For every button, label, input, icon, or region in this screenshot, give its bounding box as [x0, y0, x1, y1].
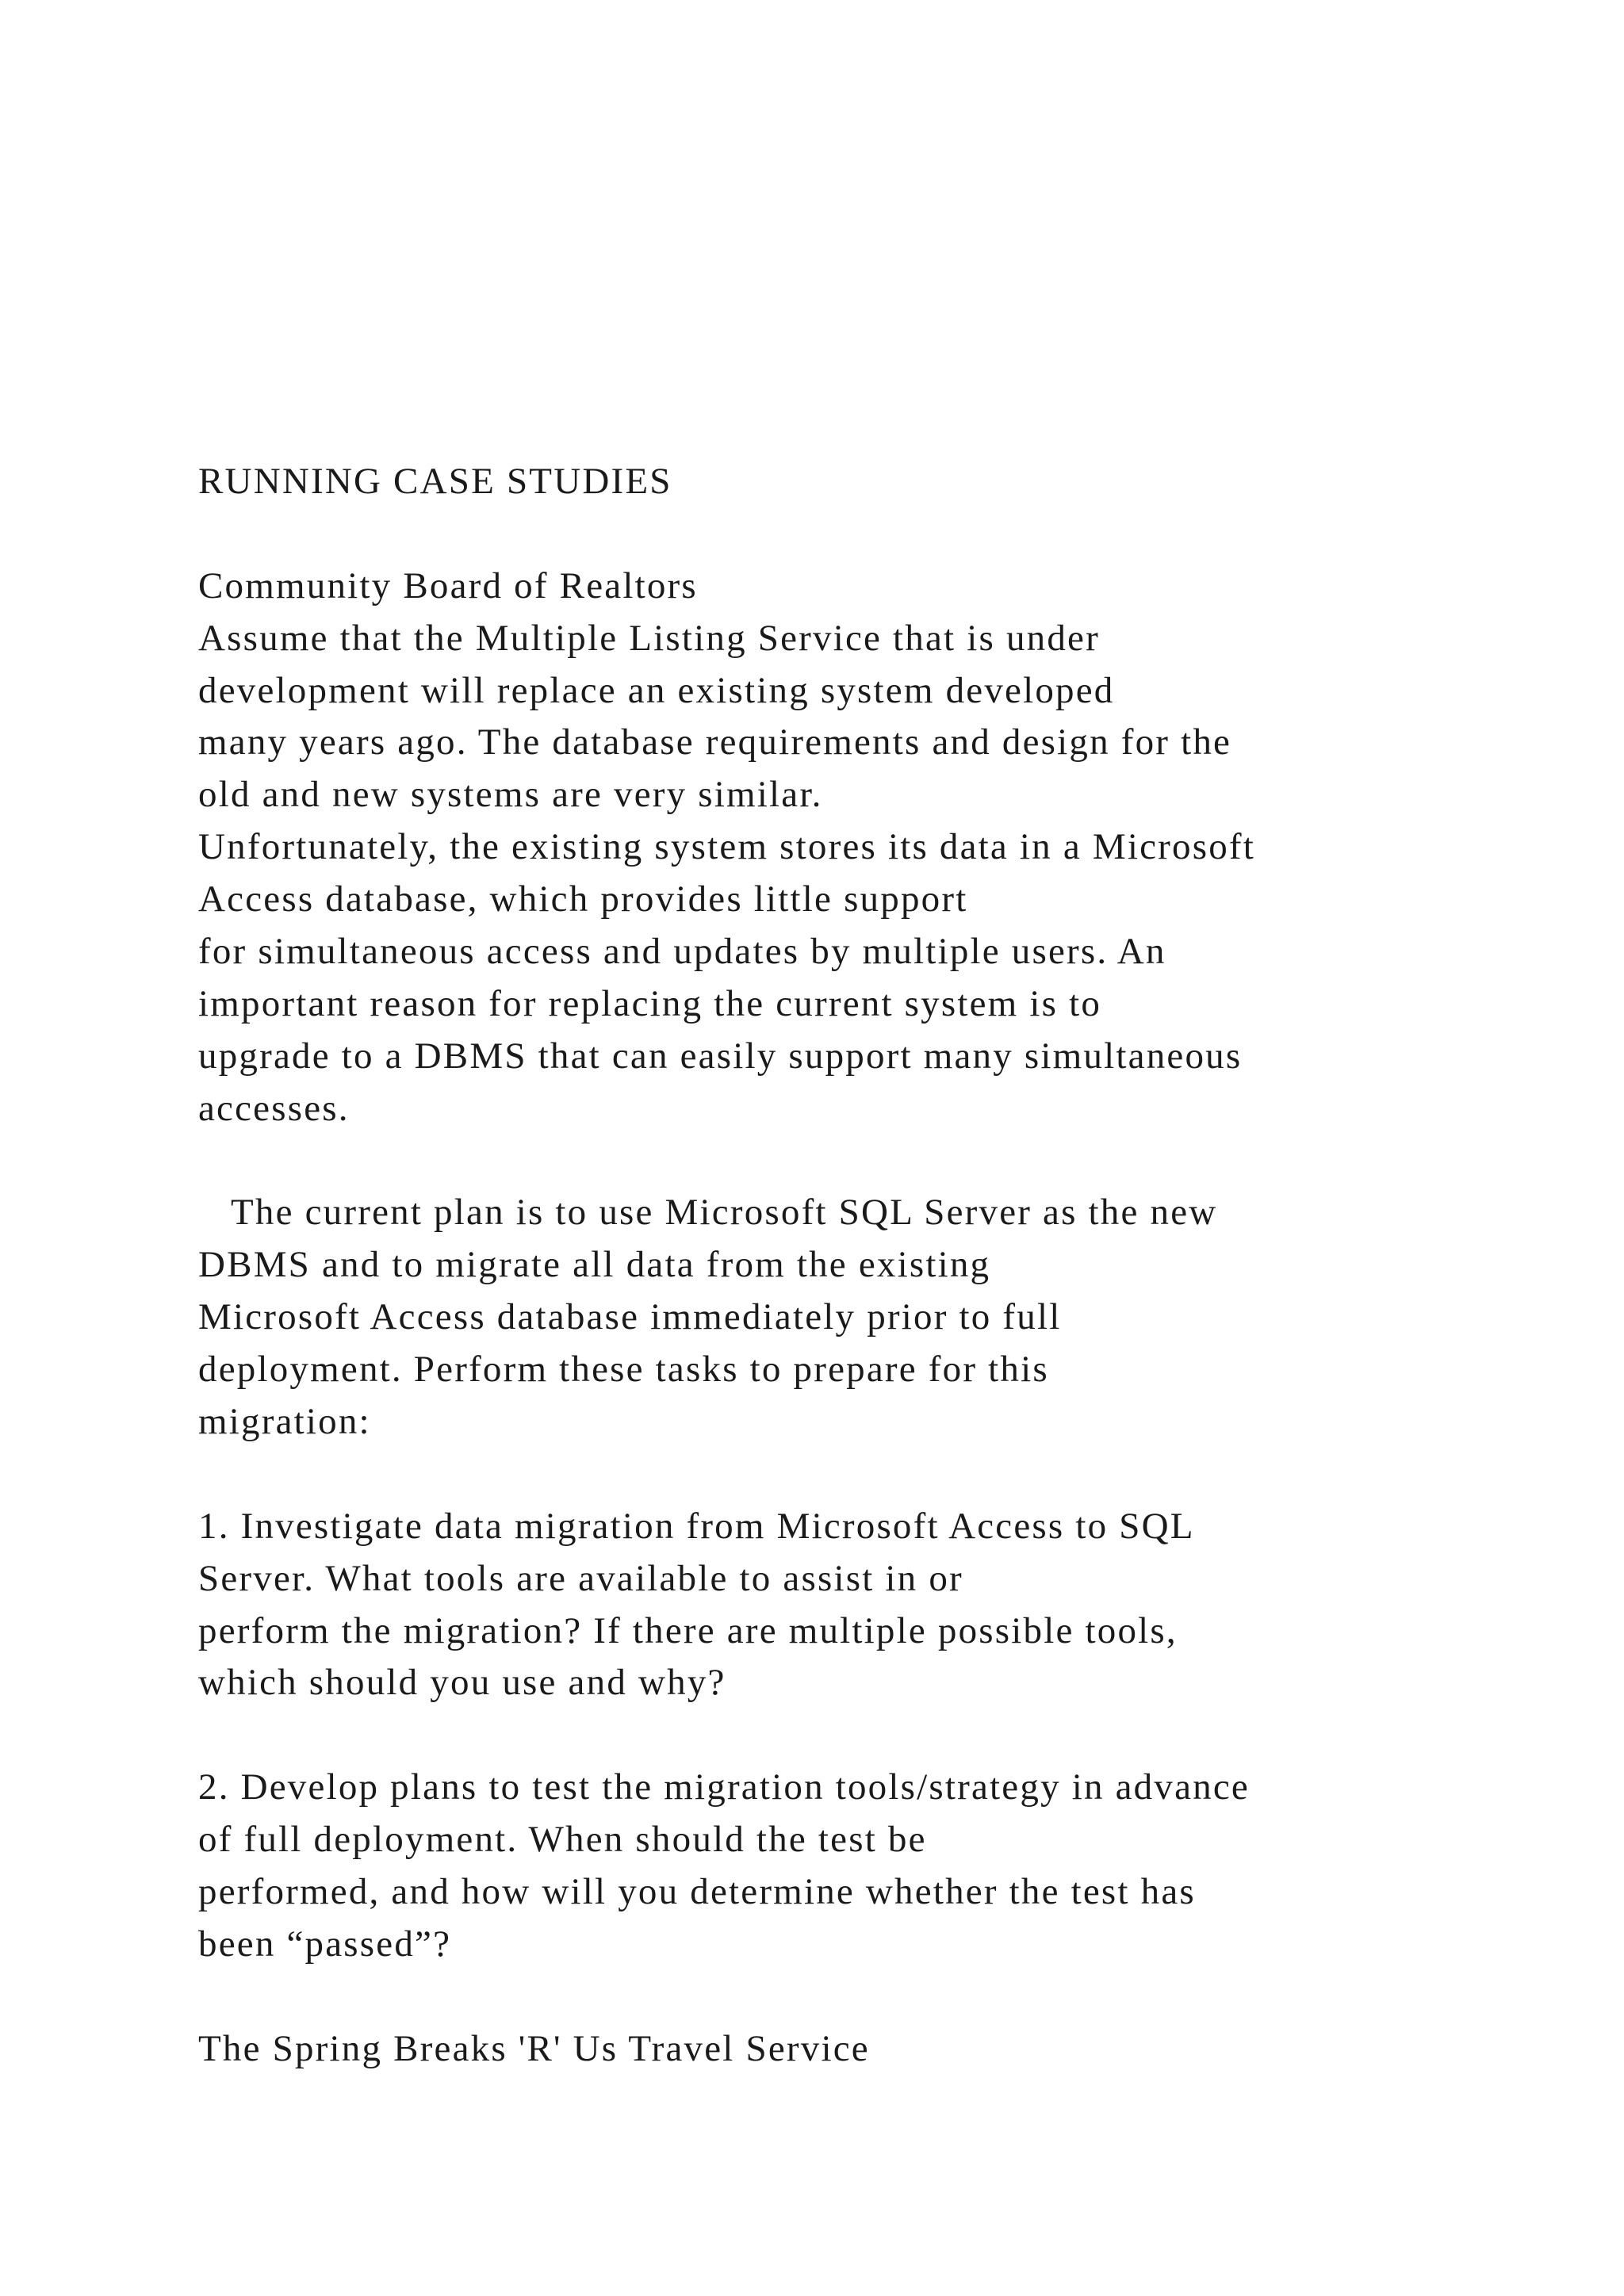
spacer	[198, 1971, 1546, 2023]
paragraph-line: deployment. Perform these tasks to prepare for this	[198, 1349, 1049, 1391]
document-body	[198, 456, 1546, 2076]
document-heading: RUNNING CASE STUDIES	[198, 461, 672, 502]
task-line: 1. Investigate data migration from Microsoft Access to SQL	[198, 1505, 1195, 1547]
task-line: 2. Develop plans to test the migration tools/strategy in advance	[198, 1766, 1250, 1808]
spacer	[198, 1709, 1546, 1762]
task-line: which should you use and why?	[198, 1662, 726, 1704]
section-title-community-board: Community Board of Realtors	[198, 564, 698, 607]
task-line: been “passed”?	[198, 1923, 452, 1965]
section-title-spring-breaks: The Spring Breaks 'R' Us Travel Service	[198, 2027, 870, 2069]
paragraph-line: Access database, which provides little support	[198, 878, 968, 920]
spacer	[198, 508, 1546, 561]
paragraph-line: DBMS and to migrate all data from the existing	[198, 1244, 991, 1286]
paragraph-line: many years ago. The database requirements and design for the	[198, 721, 1232, 763]
paragraph-line: old and new systems are very similar.	[198, 774, 823, 816]
spacer	[198, 1135, 1546, 1188]
paragraph-line: upgrade to a DBMS that can easily support many simultaneous	[198, 1035, 1243, 1077]
task-line: of full deployment. When should the test be	[198, 1819, 927, 1861]
task-line: Server. What tools are available to assist in or	[198, 1557, 963, 1599]
spacer	[198, 1448, 1546, 1501]
paragraph-line: important reason for replacing the current system is to	[198, 982, 1102, 1024]
task-line: perform the migration? If there are multiple possible tools,	[198, 1609, 1178, 1651]
paragraph-line: Assume that the Multiple Listing Service that is under	[198, 617, 1100, 659]
task-line: performed, and how will you determine whether the test has	[198, 1871, 1196, 1913]
paragraph-line: Unfortunately, the existing system stores its data in a Microsoft	[198, 826, 1256, 868]
paragraph-line: development will replace an existing system developed	[198, 669, 1115, 711]
paragraph-line: Microsoft Access database immediately prior to full	[198, 1296, 1062, 1338]
paragraph-line: for simultaneous access and updates by multiple users. An	[198, 931, 1166, 973]
paragraph-line: The current plan is to use Microsoft SQL Server as the new	[198, 1192, 1218, 1234]
paragraph-line: migration:	[198, 1401, 371, 1443]
paragraph-line: accesses.	[198, 1087, 350, 1129]
